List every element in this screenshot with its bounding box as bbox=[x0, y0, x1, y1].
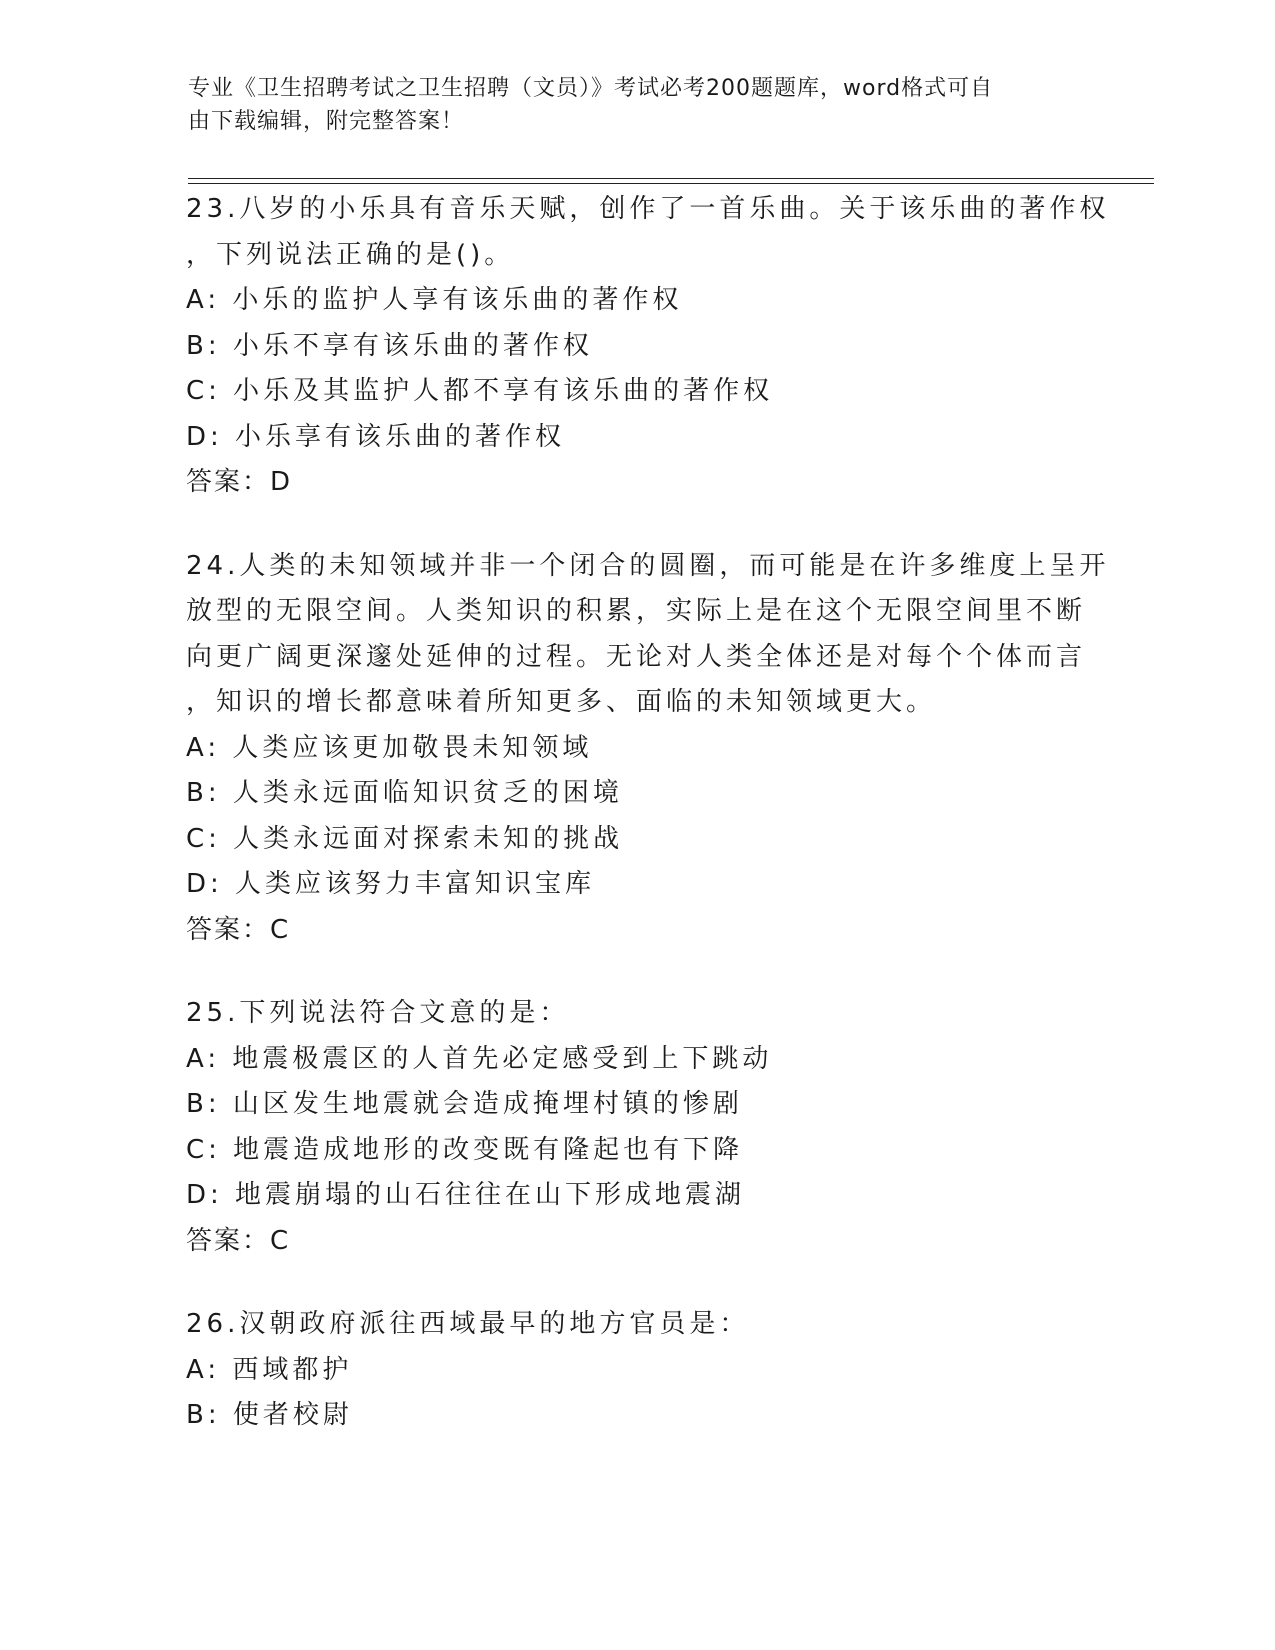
question-24 bbox=[186, 544, 1110, 954]
option-a: A: 人类应该更加敬畏未知领域 bbox=[186, 732, 593, 763]
option-c: C: 人类永远面对探索未知的挑战 bbox=[186, 823, 624, 854]
question-text-line: ，知识的增长都意味着所知更多、面临的未知领域更大。 bbox=[186, 687, 937, 717]
question-text-line: 向更广阔更深邃处延伸的过程。无论对人类全体还是对每个个体而言 bbox=[186, 641, 1087, 672]
answer: 答案：D bbox=[186, 467, 293, 497]
question-text-line: 放型的无限空间。人类知识的积累，实际上是在这个无限空间里不断 bbox=[186, 596, 1087, 626]
header-rule-bottom bbox=[188, 183, 1154, 184]
question-25 bbox=[186, 991, 1086, 1264]
question-23 bbox=[186, 187, 1110, 506]
option-a: A: 小乐的监护人享有该乐曲的著作权 bbox=[186, 285, 683, 315]
document-header bbox=[188, 72, 1068, 138]
header-line: 专业《卫生招聘考试之卫生招聘（文员）》考试必考200题题库，word格式可自 bbox=[188, 76, 994, 101]
option-a: A: 地震极震区的人首先必定感受到上下跳动 bbox=[186, 1043, 773, 1074]
header-line: 由下载编辑，附完整答案！ bbox=[188, 109, 465, 134]
question-list bbox=[186, 187, 1110, 1477]
question-26 bbox=[186, 1302, 1086, 1439]
option-b: B: 人类永远面临知识贫乏的困境 bbox=[186, 778, 623, 808]
question-text-line: 26.汉朝政府派往西域最早的地方官员是： bbox=[186, 1309, 750, 1339]
option-d: D: 小乐享有该乐曲的著作权 bbox=[186, 421, 566, 452]
question-text-line: ，下列说法正确的是()。 bbox=[186, 239, 515, 270]
answer: 答案：C bbox=[186, 1225, 291, 1256]
header-rule-top bbox=[188, 178, 1154, 179]
question-text-line: 25.下列说法符合文意的是： bbox=[186, 998, 570, 1028]
option-a: A: 西域都护 bbox=[186, 1354, 353, 1385]
option-d: D: 地震崩塌的山石往往在山下形成地震湖 bbox=[186, 1180, 746, 1210]
option-b: B: 使者校尉 bbox=[186, 1400, 353, 1430]
option-b: B: 山区发生地震就会造成掩埋村镇的惨剧 bbox=[186, 1089, 743, 1119]
question-text-line: 23.八岁的小乐具有音乐天赋，创作了一首乐曲。关于该乐曲的著作权 bbox=[186, 194, 1110, 224]
option-b: B: 小乐不享有该乐曲的著作权 bbox=[186, 330, 593, 361]
option-d: D: 人类应该努力丰富知识宝库 bbox=[186, 869, 596, 899]
option-c: C: 地震造成地形的改变既有隆起也有下降 bbox=[186, 1134, 744, 1165]
question-text-line: 24.人类的未知领域并非一个闭合的圆圈，而可能是在许多维度上呈开 bbox=[186, 550, 1110, 581]
answer: 答案：C bbox=[186, 914, 291, 945]
option-c: C: 小乐及其监护人都不享有该乐曲的著作权 bbox=[186, 376, 774, 406]
